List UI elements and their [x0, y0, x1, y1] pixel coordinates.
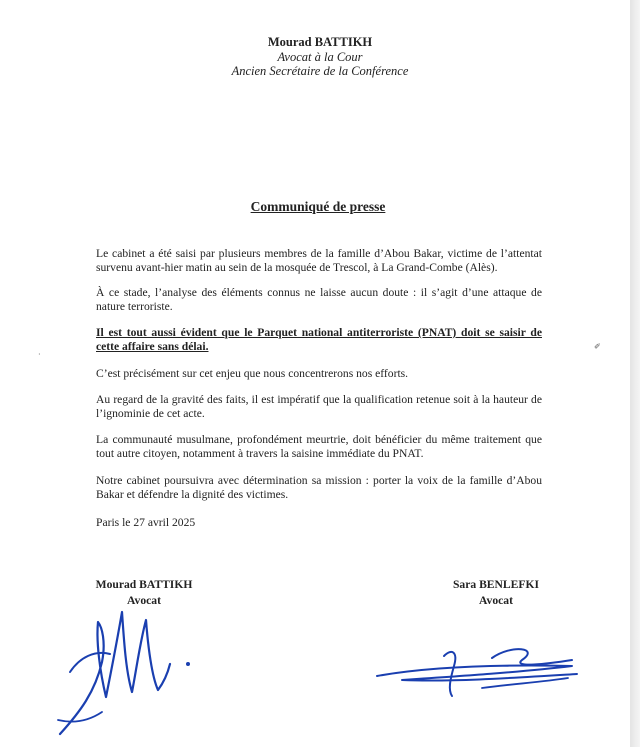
signatory-right-name: Sara BENLEFKI	[452, 578, 539, 591]
paragraph-4: C’est précisément sur cet enjeu que nous concentrerons nos efforts.	[96, 367, 409, 380]
page-edge-shadow	[630, 0, 640, 747]
paragraph-6: La communauté musulmane, profondément meurtrie, doit bénéficier du même traitement que tout autre citoyen, notamment à travers la saisine immédiate du PNAT.	[96, 433, 542, 460]
date-line: Paris le 27 avril 2025	[96, 516, 196, 529]
paragraph-1: Le cabinet a été saisi par plusieurs membres de la famille d’Abou Bakar, victime de l’attentat survenu avant-hier matin au sein de la mosquée de Trescol, à La Grand-Combe (Alès).	[96, 247, 542, 274]
signatory-right	[436, 577, 556, 609]
letterhead-title: Avocat à la Cour	[277, 49, 363, 64]
paragraph-3-emphasis: Il est tout aussi évident que le Parquet national antiterroriste (PNAT) doit se saisir de cette affaire sans délai.	[96, 326, 542, 353]
document-title: Communiqué de presse	[250, 199, 386, 214]
signatory-left-name: Mourad BATTIKH	[95, 578, 193, 591]
letterhead	[0, 35, 640, 79]
letterhead-name: Mourad BATTIKH	[267, 35, 373, 49]
signatory-left-role: Avocat	[127, 594, 161, 607]
letterhead-subtitle: Ancien Secrétaire de la Conférence	[231, 64, 409, 78]
signature-left-handwritten	[40, 602, 200, 742]
paragraph-2: À ce stade, l’analyse des éléments connus ne laisse aucun doute : il s’agit d’une attaque de nature terroriste.	[96, 286, 542, 313]
scan-speck: ·	[38, 350, 41, 359]
signatory-right-role: Avocat	[479, 594, 513, 607]
scan-speck-mark: ✐	[594, 342, 601, 351]
paragraph-5: Au regard de la gravité des faits, il est impératif que la qualification retenue soit à la hauteur de l’ignominie de cet acte.	[96, 393, 542, 420]
signature-right-handwritten	[372, 638, 592, 708]
paragraph-7: Notre cabinet poursuivra avec détermination sa mission : porter la voix de la famille d’Abou Bakar et défendre la dignité des victimes.	[96, 474, 542, 501]
